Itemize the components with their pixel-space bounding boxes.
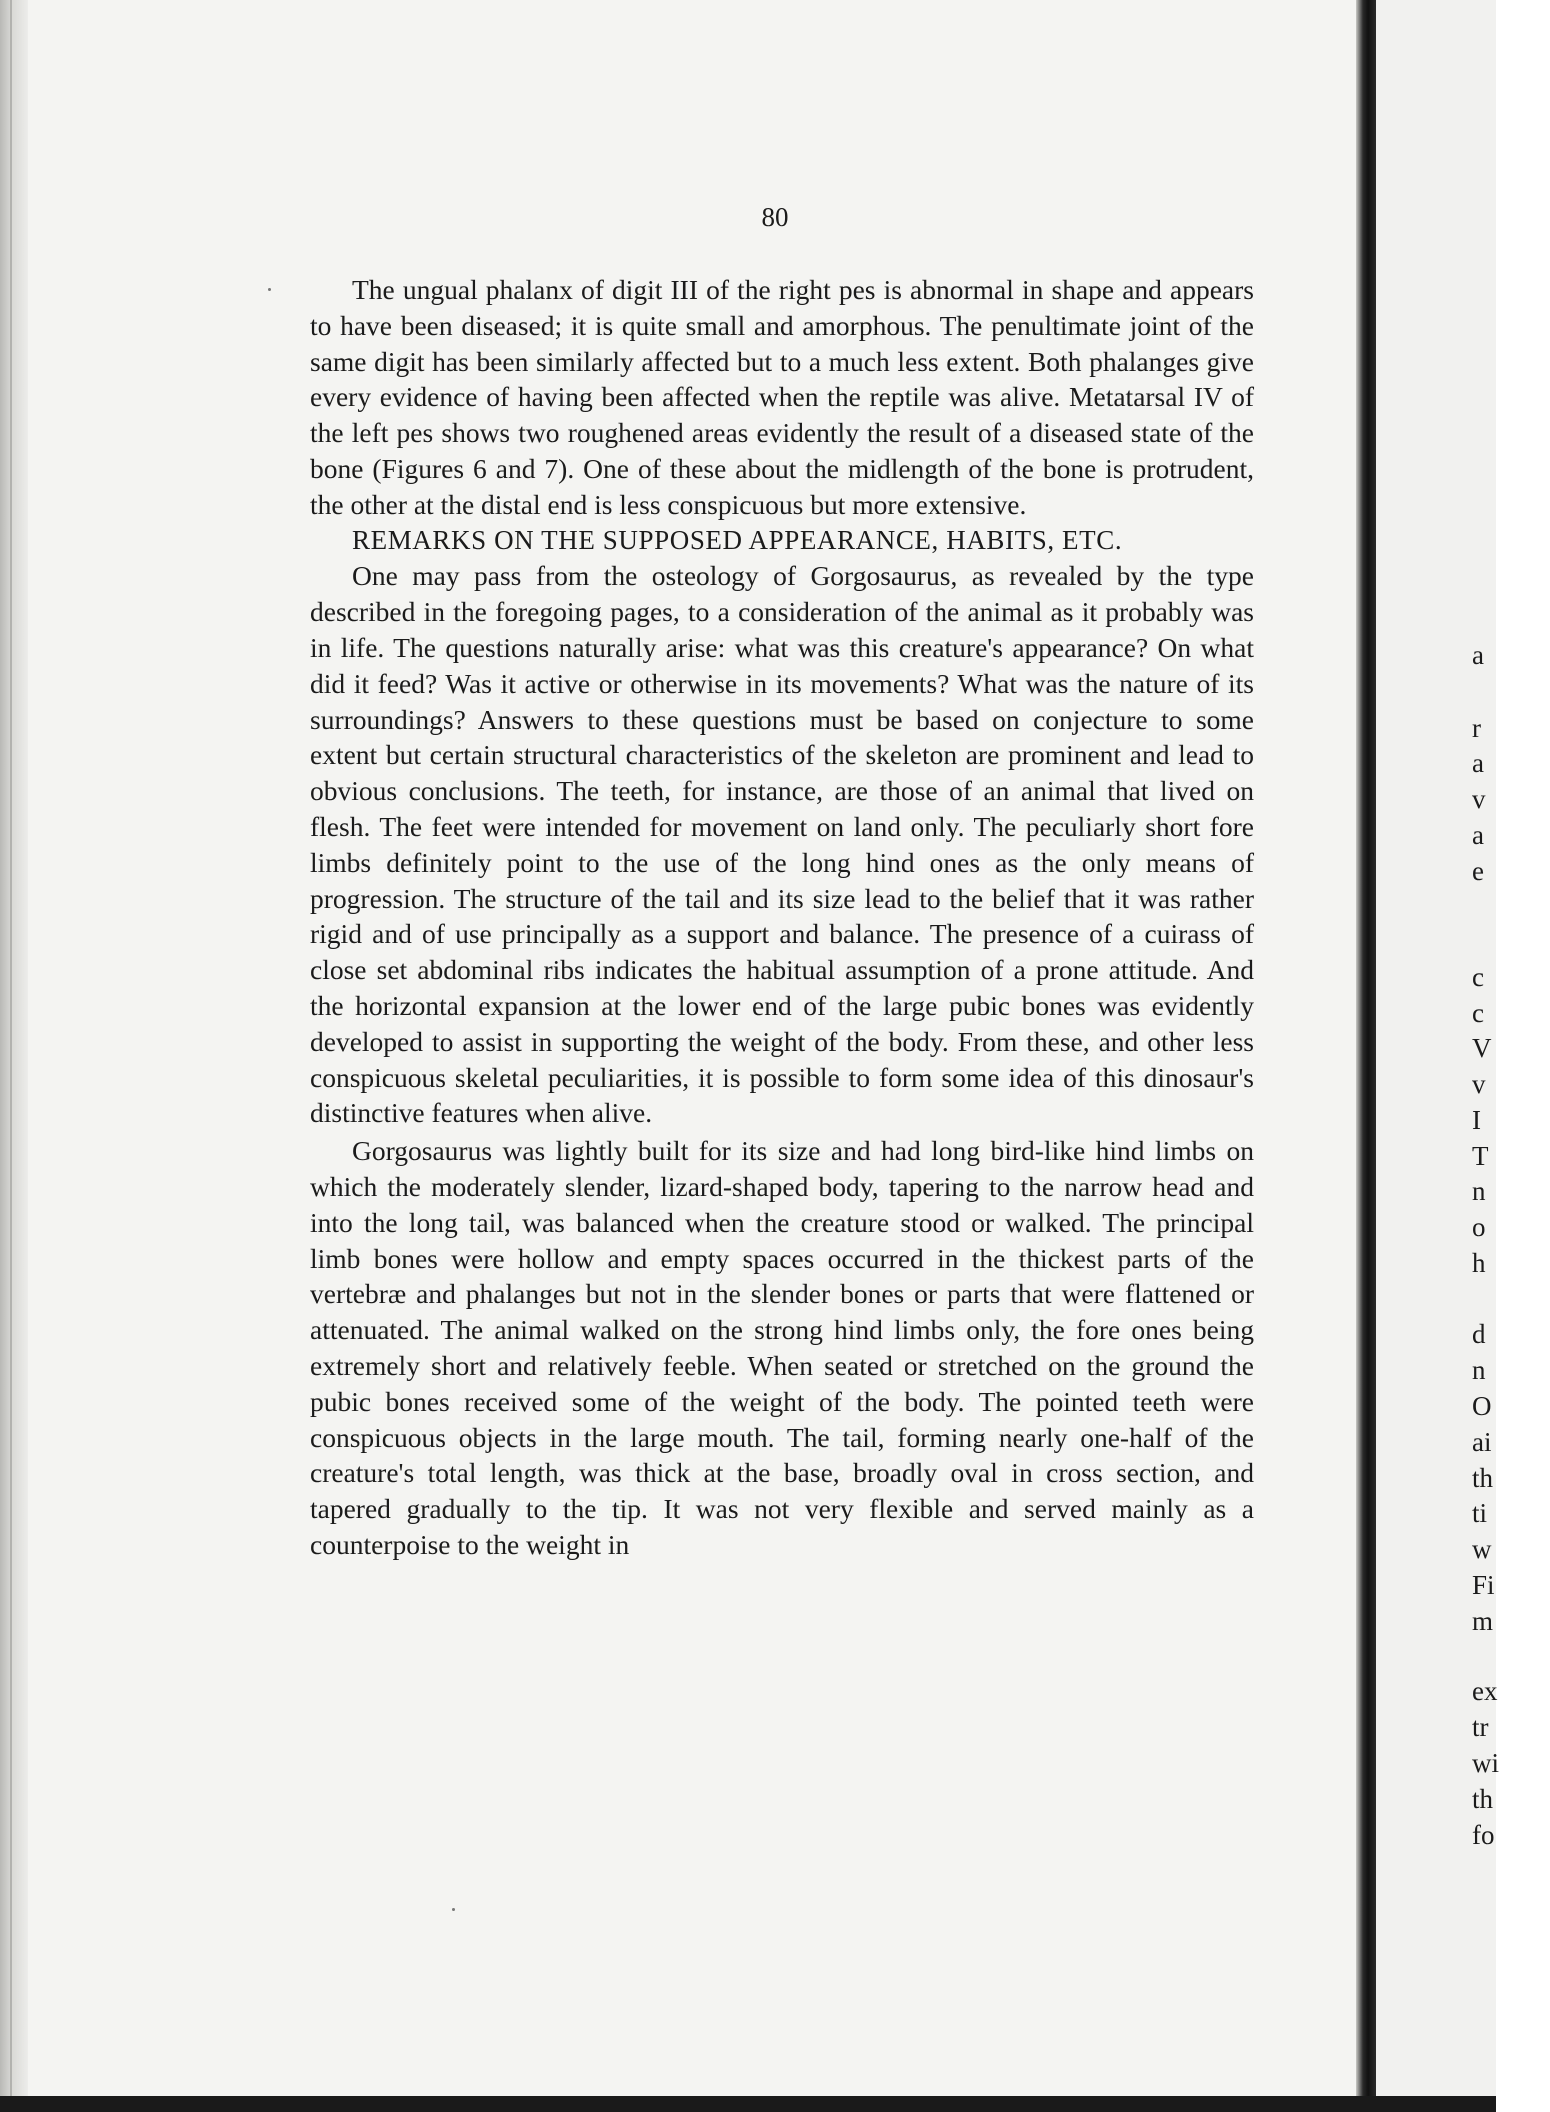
page-gutter [1356, 0, 1376, 2112]
adjacent-fragment: tr [1472, 1712, 1489, 1742]
adjacent-fragment: Fi [1472, 1570, 1495, 1600]
paragraph-life-appearance: One may pass from the osteology of Gorgosaurus, as revealed by the type described in the foregoing pages, to a consideration of the animal as it probably was in life. The questions naturally arise: what was this creature's appearance? On what did it feed? Was it active or otherwise in its movements? What was the nature of its surroundings? Answers to these questions must be based on conjecture to some extent but certain structural characteristics of the skeleton are prominent and lead to obvious conclusions. The teeth, for instance, are those of an animal that lived on flesh. The feet were intended for movement on land only. The peculiarly short fore limbs definitely point to the use of the long hind ones as the only means of progression. The structure of the tail and its size lead to the belief that it was rather rigid and of use principally as a support and balance. The presence of a cuirass of close set abdominal ribs indicates the habitual assumption of a prone attitude. And the horizontal expansion at the lower end of the large pubic bones was evidently developed to assist in supporting the weight of the body. From these, and other less conspicuous skeletal peculiarities, it is possible to form some idea of this dinosaur's distinctive features when alive. [310, 560, 1254, 1129]
page-number: 80 [761, 202, 789, 232]
adjacent-fragment: a [1472, 640, 1484, 670]
adjacent-fragment: c [1472, 962, 1484, 992]
adjacent-fragment: d [1472, 1319, 1486, 1349]
adjacent-fragment: a [1472, 748, 1484, 778]
adjacent-fragment: th [1472, 1784, 1494, 1814]
adjacent-fragment: wi [1472, 1748, 1499, 1778]
adjacent-fragment: fo [1472, 1820, 1495, 1850]
adjacent-fragment: n [1472, 1176, 1486, 1206]
binding-line [10, 0, 12, 2112]
adjacent-fragment: ex [1472, 1676, 1498, 1706]
adjacent-fragment: v [1472, 784, 1486, 814]
adjacent-fragment: w [1472, 1534, 1492, 1564]
adjacent-fragment: ai [1472, 1427, 1492, 1457]
adjacent-fragment: V [1472, 1033, 1492, 1063]
scan-speck [268, 288, 271, 291]
adjacent-fragment: I [1472, 1105, 1481, 1135]
adjacent-fragment: r [1472, 713, 1481, 743]
adjacent-fragment: o [1472, 1212, 1486, 1242]
adjacent-fragment: n [1472, 1355, 1486, 1385]
scan-bottom-edge [0, 2096, 1496, 2112]
paragraph-description: Gorgosaurus was lightly built for its size and had long bird-like hind limbs on which the moderately slender, lizard-shaped body, tapering to the narrow head and into the long tail, was balanced when the creature stood or walked. The principal limb bones were hollow and empty spaces occurred in the thickest parts of the vertebræ and phalanges but not in the slender bones or parts that were flattened or attenuated. The animal walked on the strong hind limbs only, the fore ones being extremely short and relatively feeble. When seated or stretched on the ground the pubic bones received some of the weight of the body. The pointed teeth were conspicuous objects in the large mouth. The tail, forming nearly one-half of the creature's total length, was thick at the base, broadly oval in cross section, and tapered gradually to the tip. It was not very flexible and served mainly as a counterpoise to the weight in [310, 1135, 1254, 1560]
adjacent-fragment: v [1472, 1069, 1486, 1099]
scan-speck [452, 1908, 455, 1911]
adjacent-fragment: th [1472, 1463, 1494, 1493]
adjacent-fragment: ti [1472, 1498, 1488, 1528]
adjacent-fragment: c [1472, 998, 1484, 1028]
adjacent-fragment: O [1472, 1391, 1492, 1421]
binding-edge [0, 0, 28, 2112]
paragraph-pathology: The ungual phalanx of digit III of the right pes is abnormal in shape and appears to have been diseased; it is quite small and amorphous. The penultimate joint of the same digit has been similarly affected but to a much less extent. Both phalanges give every evidence of having been affected when the reptile was alive. Metatarsal IV of the left pes shows two roughened areas evidently the result of a diseased state of the bone (Figures 6 and 7). One of these about the midlength of the bone is protrudent, the other at the distal end is less conspicuous but more extensive. [310, 274, 1254, 520]
adjacent-fragment: T [1472, 1141, 1489, 1171]
page-body [310, 272, 1254, 1563]
section-heading: REMARKS ON THE SUPPOSED APPEARANCE, HABITS, ETC. [352, 524, 1123, 555]
adjacent-fragment: h [1472, 1248, 1486, 1278]
adjacent-fragment: a [1472, 820, 1484, 850]
adjacent-fragment: e [1472, 856, 1484, 886]
adjacent-fragment: m [1472, 1606, 1494, 1636]
